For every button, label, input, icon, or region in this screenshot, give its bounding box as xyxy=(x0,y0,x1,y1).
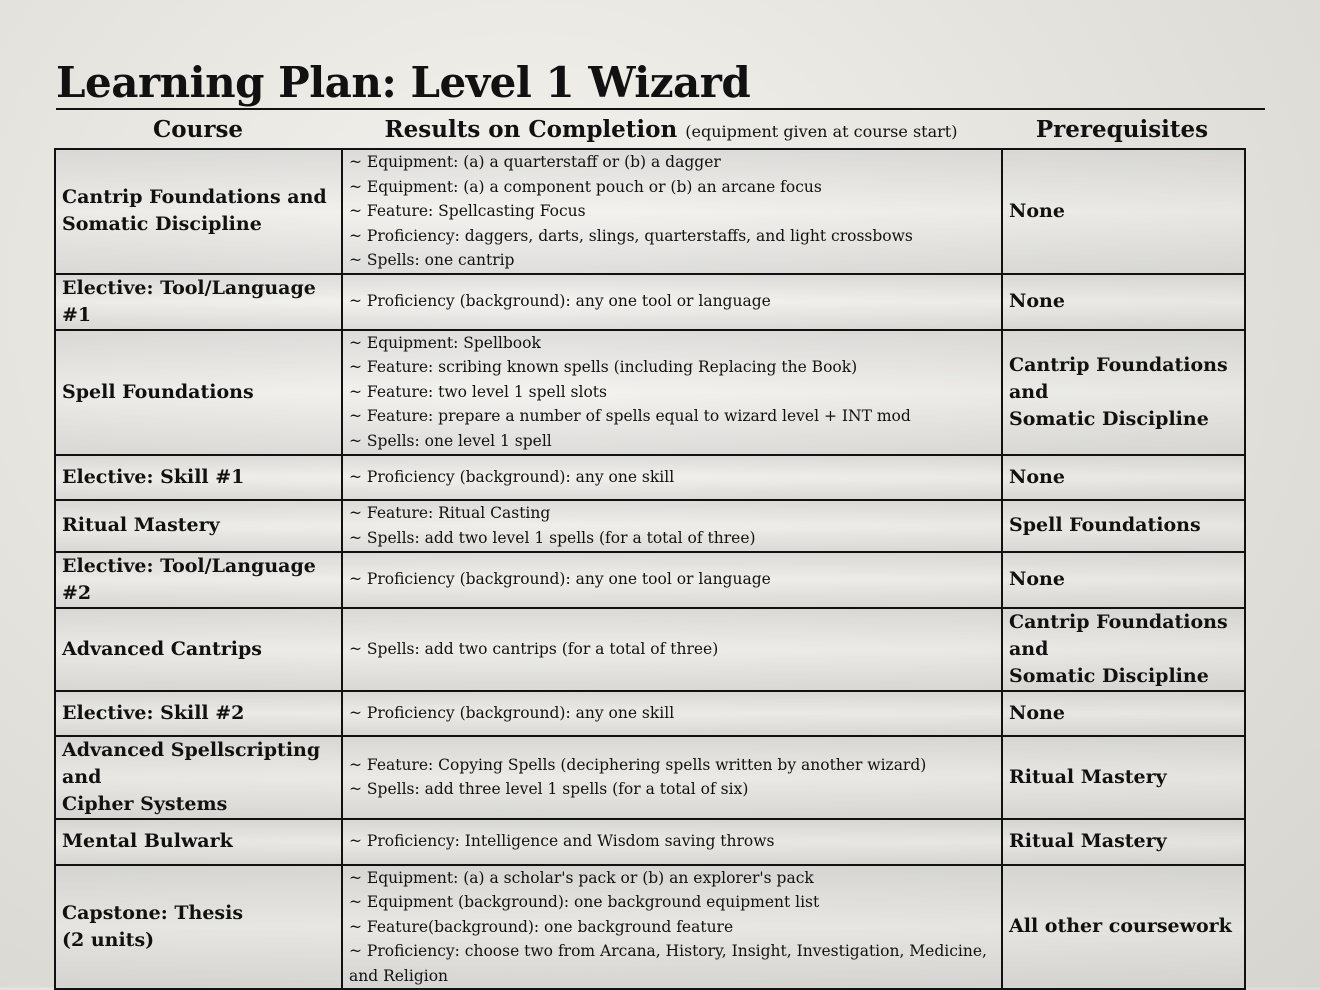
prerequisite-text: Cantrip Foundations and Somatic Discipline xyxy=(1009,610,1228,687)
table-row xyxy=(55,455,1245,500)
course-cell xyxy=(55,330,342,455)
result-item: ~ Proficiency (background): any one tool or language xyxy=(349,570,771,589)
course-cell xyxy=(55,608,342,691)
prerequisite-text: Spell Foundations xyxy=(1009,514,1201,536)
prerequisite-text: None xyxy=(1009,568,1065,590)
course-name: Cantrip Foundations and Somatic Discipline xyxy=(62,186,327,236)
course-cell xyxy=(55,736,342,819)
results-list xyxy=(349,331,995,454)
result-item: ~ Equipment: (a) a scholar's pack or (b) an explorer's pack xyxy=(349,868,814,887)
prerequisite-cell xyxy=(1002,736,1245,819)
results-cell xyxy=(342,608,1002,691)
result-item: ~ Spells: one cantrip xyxy=(349,251,515,269)
course-name: Elective: Skill #1 xyxy=(62,465,245,488)
prerequisite-text: None xyxy=(1009,290,1065,312)
column-header-results xyxy=(341,114,1001,146)
prerequisite-text: None xyxy=(1009,701,1065,724)
course-cell xyxy=(55,865,342,990)
column-header-prerequisites: Prerequisites xyxy=(1035,116,1209,143)
result-item: ~ Proficiency (background): any one tool or language xyxy=(349,292,771,311)
course-cell xyxy=(55,552,342,608)
course-name: Advanced Spellscripting and Cipher Systems xyxy=(62,738,321,815)
column-header-course: Course xyxy=(152,116,244,143)
course-name: Elective: Tool/Language #1 xyxy=(62,276,316,326)
page-title: Learning Plan: Level 1 Wizard xyxy=(56,58,751,107)
prerequisite-cell xyxy=(1002,455,1245,500)
results-list xyxy=(349,567,995,592)
results-cell xyxy=(342,455,1002,500)
prerequisite-cell xyxy=(1002,608,1245,691)
results-list xyxy=(349,501,995,550)
result-item: ~ Feature: Spellcasting Focus xyxy=(349,202,586,220)
course-name: Elective: Tool/Language #2 xyxy=(62,554,316,604)
result-item: ~ Proficiency (background): any one skill xyxy=(349,703,675,722)
prerequisite-text: Cantrip Foundations and Somatic Discipline xyxy=(1009,353,1228,430)
results-list xyxy=(349,753,995,802)
table-row xyxy=(55,819,1245,865)
table-body xyxy=(55,149,1245,989)
results-cell xyxy=(342,500,1002,552)
result-item: ~ Equipment (background): one background equipment list xyxy=(349,893,820,911)
table-row xyxy=(55,274,1245,330)
course-cell xyxy=(55,819,342,865)
prerequisite-cell xyxy=(1002,819,1245,865)
prerequisite-cell xyxy=(1002,274,1245,330)
results-list xyxy=(349,866,995,989)
result-item: ~ Feature: Ritual Casting xyxy=(349,504,551,522)
results-cell xyxy=(342,736,1002,819)
course-name: Elective: Skill #2 xyxy=(62,701,245,724)
table-row xyxy=(55,736,1245,819)
course-cell xyxy=(55,500,342,552)
prerequisite-text: None xyxy=(1009,465,1065,488)
prerequisite-cell xyxy=(1002,330,1245,455)
course-cell xyxy=(55,691,342,736)
result-item: ~ Feature: prepare a number of spells equal to wizard level + INT mod xyxy=(349,407,911,426)
table-row xyxy=(55,552,1245,608)
result-item: ~ Feature: scribing known spells (including Replacing the Book) xyxy=(349,358,858,377)
table-row xyxy=(55,330,1245,455)
course-cell xyxy=(55,274,342,330)
prerequisite-text: All other coursework xyxy=(1009,915,1232,938)
prerequisite-cell xyxy=(1002,691,1245,736)
results-cell xyxy=(342,149,1002,274)
result-item: ~ Equipment: (a) a quarterstaff or (b) a dagger xyxy=(349,153,721,171)
results-cell xyxy=(342,274,1002,330)
table-row xyxy=(55,608,1245,691)
result-item: ~ Proficiency (background): any one skill xyxy=(349,467,675,486)
result-item: ~ Proficiency: Intelligence and Wisdom saving throws xyxy=(349,832,775,851)
result-item: ~ Spells: add two level 1 spells (for a total of three) xyxy=(349,528,756,547)
result-item: ~ Feature(background): one background feature xyxy=(349,917,734,936)
result-item: ~ Spells: add three level 1 spells (for a total of six) xyxy=(349,780,749,798)
result-item: ~ Equipment: (a) a component pouch or (b) an arcane focus xyxy=(349,177,822,196)
result-item: ~ Feature: Copying Spells (deciphering spells written by another wizard) xyxy=(349,755,927,774)
results-list xyxy=(349,829,995,854)
result-item: ~ Spells: one level 1 spell xyxy=(349,431,552,450)
table-row xyxy=(55,691,1245,736)
results-list xyxy=(349,637,995,662)
result-item: ~ Feature: two level 1 spell slots xyxy=(349,382,607,401)
results-cell xyxy=(342,552,1002,608)
results-header-label: Results on Completion xyxy=(384,116,678,143)
course-name: Capstone: Thesis (2 units) xyxy=(62,901,244,951)
results-cell xyxy=(342,819,1002,865)
results-cell xyxy=(342,330,1002,455)
results-list xyxy=(349,150,995,273)
result-item: ~ Spells: add two cantrips (for a total of three) xyxy=(349,639,719,658)
course-name: Advanced Cantrips xyxy=(62,637,262,660)
results-list xyxy=(349,701,995,726)
prerequisite-text: Ritual Mastery xyxy=(1009,765,1167,788)
prerequisite-text: Ritual Mastery xyxy=(1009,830,1167,852)
prerequisite-cell xyxy=(1002,500,1245,552)
table-row xyxy=(55,500,1245,552)
results-list xyxy=(349,465,995,490)
result-item: ~ Equipment: Spellbook xyxy=(349,333,541,352)
table-row xyxy=(55,865,1245,990)
prerequisite-text: None xyxy=(1009,199,1065,222)
results-list xyxy=(349,289,995,314)
result-item: ~ Proficiency: daggers, darts, slings, quarterstaffs, and light crossbows xyxy=(349,226,913,245)
learning-plan-table xyxy=(54,148,1246,990)
course-cell xyxy=(55,455,342,500)
course-name: Mental Bulwark xyxy=(62,830,233,852)
results-header-note: (equipment given at course start) xyxy=(685,122,958,141)
table-row xyxy=(55,149,1245,274)
prerequisite-cell xyxy=(1002,865,1245,990)
result-item: ~ Proficiency: choose two from Arcana, History, Insight, Investigation, Medicine, and Religion xyxy=(349,942,987,985)
course-name: Spell Foundations xyxy=(62,380,254,403)
results-cell xyxy=(342,691,1002,736)
course-name: Ritual Mastery xyxy=(62,514,220,536)
course-cell xyxy=(55,149,342,274)
title-underline xyxy=(56,108,1265,110)
prerequisite-cell xyxy=(1002,552,1245,608)
results-cell xyxy=(342,865,1002,990)
prerequisite-cell xyxy=(1002,149,1245,274)
